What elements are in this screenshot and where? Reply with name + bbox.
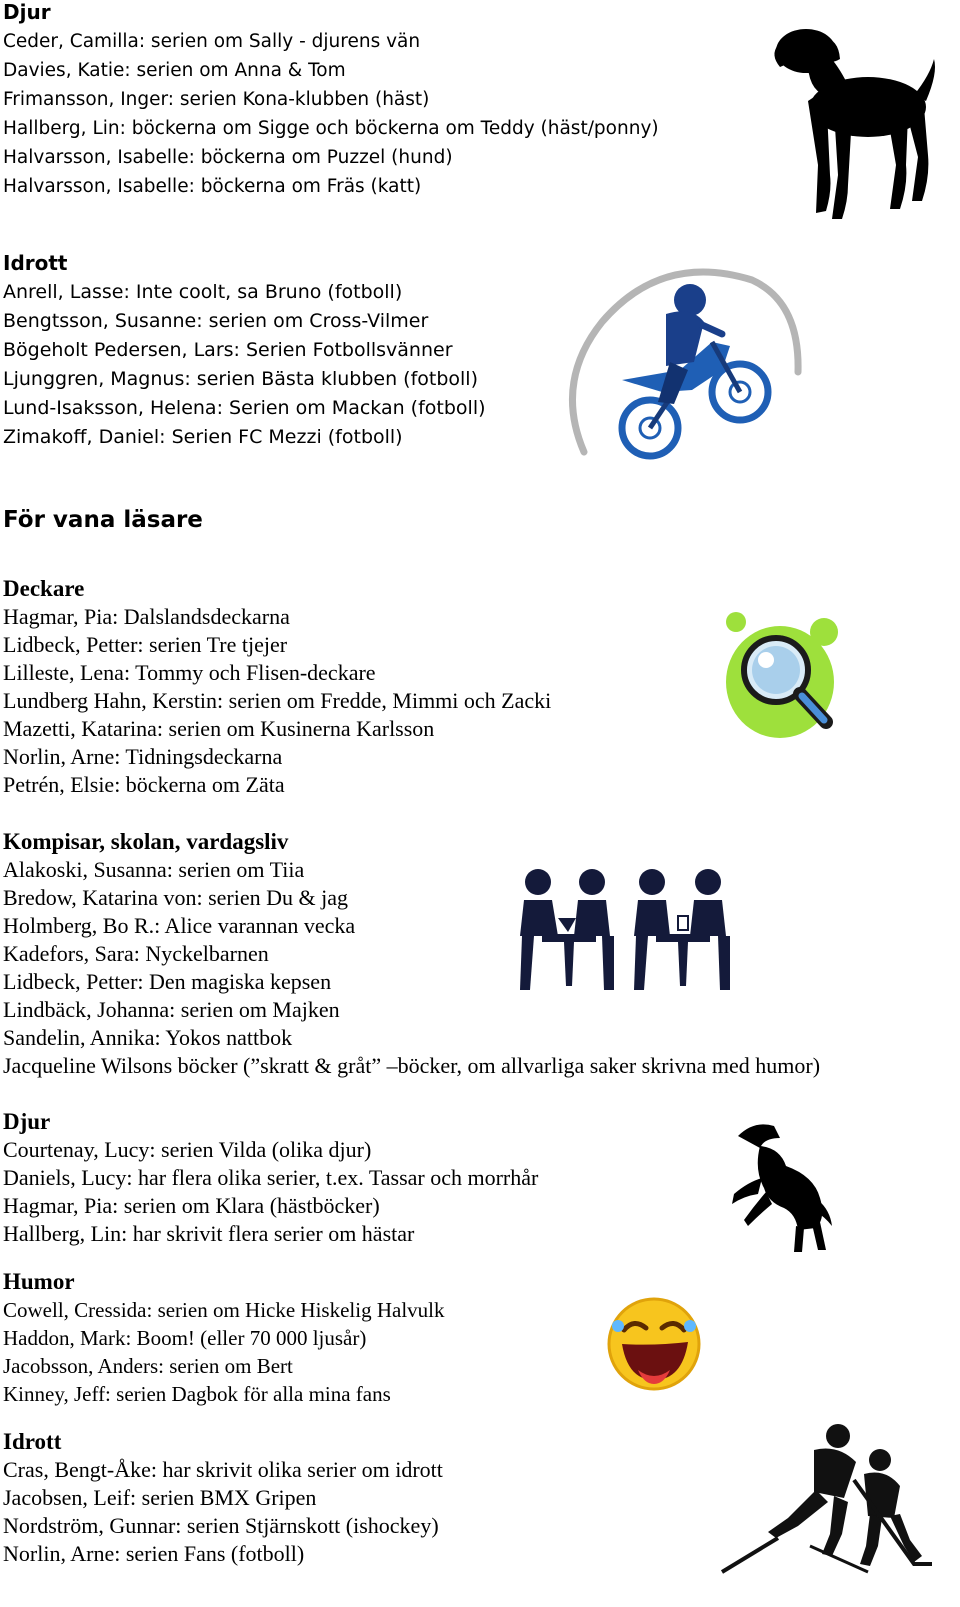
list-item: Lindbäck, Johanna: serien om Majken [3,997,340,1022]
list-item: Jacqueline Wilsons böcker (”skratt & gråt” –böcker, om allvarliga saker skrivna med humor) [3,1053,821,1078]
list-item: Norlin, Arne: Tidningsdeckarna [3,744,283,769]
list-item: Lilleste, Lena: Tommy och Flisen-deckare [3,660,376,685]
list-item: Daniels, Lucy: har flera olika serier, t.ex. Tassar och morrhår [3,1165,539,1190]
list-item: Jacobsson, Anders: serien om Bert [3,1354,293,1378]
laughing-face-icon [604,1290,704,1394]
list-item: Lidbeck, Petter: serien Tre tjejer [3,632,288,657]
list-item: Norlin, Arne: serien Fans (fotboll) [3,1541,305,1566]
section-heading: Djur [3,0,51,24]
list-item: Bögeholt Pedersen, Lars: Serien Fotbollsvänner [3,339,453,361]
hockey-players-icon [718,1422,940,1574]
section-deckare [3,575,551,799]
list-item: Nordström, Gunnar: serien Stjärnskott (ishockey) [3,1513,439,1538]
dog-silhouette-icon [768,15,938,225]
list-item: Lund-Isaksson, Helena: Serien om Mackan (fotboll) [3,397,486,419]
list-item: Kadefors, Sara: Nyckelbarnen [3,941,269,966]
list-item: Kinney, Jeff: serien Dagbok för alla mina fans [3,1382,391,1406]
section-heading: Humor [3,1269,75,1294]
list-item: Hallberg, Lin: böckerna om Sigge och böckerna om Teddy (häst/ponny) [3,118,659,139]
magnifying-glass-icon [722,610,842,745]
list-item: Halvarsson, Isabelle: böckerna om Fräs (katt) [3,176,422,197]
list-item: Petrén, Elsie: böckerna om Zäta [3,772,285,797]
section-idrott-young [3,249,486,452]
list-item: Bredow, Katarina von: serien Du & jag [3,885,348,910]
section-heading: Djur [3,1109,51,1134]
list-item: Courtenay, Lucy: serien Vilda (olika djur) [3,1137,372,1162]
section-heading: Deckare [3,576,85,601]
section-djur-young [3,0,659,201]
page-title: För vana läsare [3,507,203,533]
section-humor [3,1268,445,1408]
list-item: Frimansson, Inger: serien Kona-klubben (häst) [3,89,430,110]
section-djur-advanced [3,1108,538,1248]
section-heading: Idrott [3,251,68,275]
list-item: Lundberg Hahn, Kerstin: serien om Fredde, Mimmi och Zacki [3,688,552,713]
section-idrott-advanced [3,1428,443,1568]
list-item: Hagmar, Pia: serien om Klara (hästböcker) [3,1193,380,1218]
list-item: Haddon, Mark: Boom! (eller 70 000 ljusår) [3,1326,367,1350]
list-item: Sandelin, Annika: Yokos nattbok [3,1025,293,1050]
list-item: Cowell, Cressida: serien om Hicke Hiskelig Halvulk [3,1298,445,1322]
list-item: Bengtsson, Susanne: serien om Cross-Vilmer [3,310,429,332]
list-item: Halvarsson, Isabelle: böckerna om Puzzel (hund) [3,147,453,168]
list-item: Cras, Bengt-Åke: har skrivit olika serier om idrott [3,1457,443,1482]
list-item: Jacobsen, Leif: serien BMX Gripen [3,1485,317,1510]
list-item: Hagmar, Pia: Dalslandsdeckarna [3,604,290,629]
list-item: Anrell, Lasse: Inte coolt, sa Bruno (fotboll) [3,281,403,303]
list-item: Davies, Katie: serien om Anna & Tom [3,60,346,81]
list-item: Mazetti, Katarina: serien om Kusinerna Karlsson [3,716,435,741]
list-item: Zimakoff, Daniel: Serien FC Mezzi (fotboll) [3,426,403,448]
list-item: Ceder, Camilla: serien om Sally - djurens vän [3,31,421,52]
list-item: Alakoski, Susanna: serien om Tiia [3,857,305,882]
list-item: Lidbeck, Petter: Den magiska kepsen [3,969,332,994]
friends-at-table-icon [512,860,742,995]
section-heading: Idrott [3,1429,62,1454]
list-item: Hallberg, Lin: har skrivit flera serier om hästar [3,1221,415,1246]
rearing-horse-icon [724,1118,834,1256]
motocross-rider-icon [562,262,802,462]
list-item: Holmberg, Bo R.: Alice varannan vecka [3,913,356,938]
section-heading: Kompisar, skolan, vardagsliv [3,829,289,854]
list-item: Ljunggren, Magnus: serien Bästa klubben (fotboll) [3,368,478,390]
